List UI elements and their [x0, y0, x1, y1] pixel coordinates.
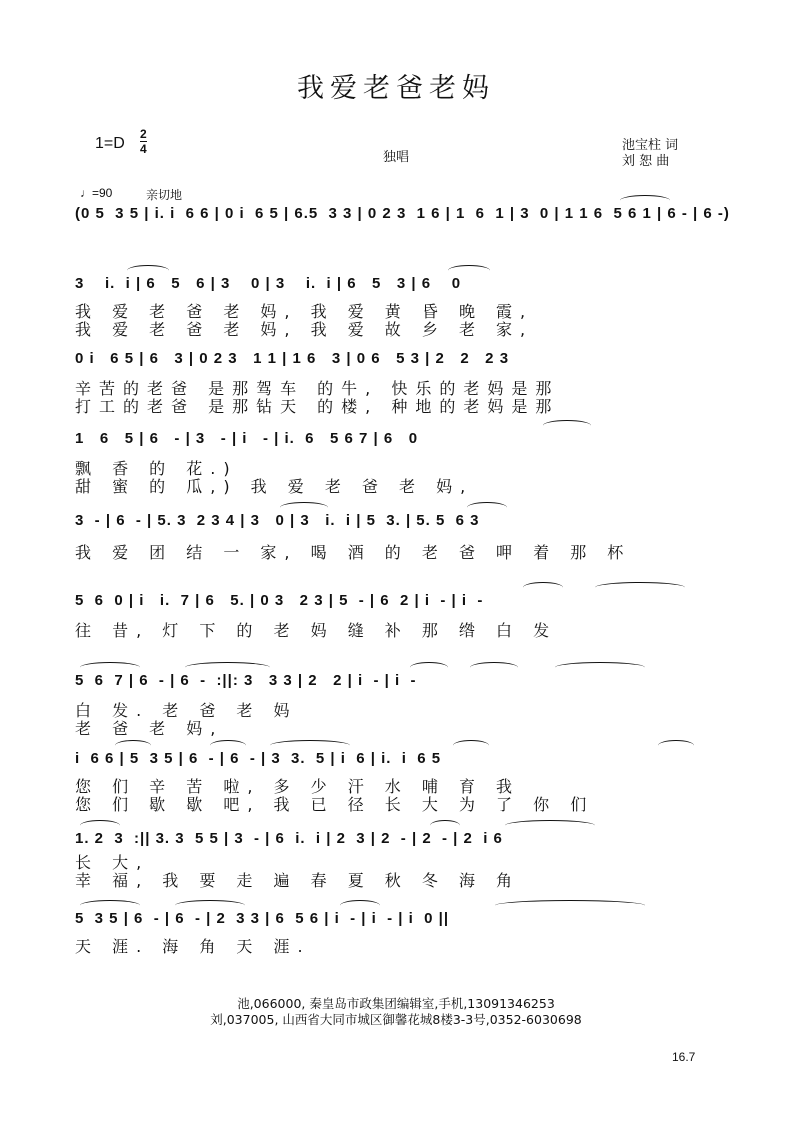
lyric-verse-2: 您 们 歇 歇 吧, 我 已 径 长 大 为 了 你 们 — [75, 795, 595, 814]
footer-line-composer: 刘,037005, 山西省大同市城区御馨花城8楼3-3号,0352-6030698 — [210, 1012, 582, 1027]
slur-mark — [448, 265, 490, 276]
slur-mark — [467, 502, 507, 513]
slur-mark — [127, 265, 169, 276]
lyric-verse-2: 老 爸 老 妈, — [75, 719, 224, 738]
time-signature-top: 2 — [140, 127, 147, 141]
lyric-verse-1: 我 爱 老 爸 老 妈, 我 爱 黄 昏 晚 霞, — [75, 302, 534, 321]
lyric-verse-1: 飘 香 的 花.) — [75, 459, 238, 478]
lyric-verse-2: 幸 福, 我 要 走 遍 春 夏 秋 冬 海 角 — [75, 871, 521, 890]
slur-mark — [555, 662, 645, 673]
lyric-verse-1: 长 大, — [75, 853, 150, 872]
lyric-verse-1: 您 们 辛 苦 啦, 多 少 汗 水 哺 育 我 — [75, 777, 521, 796]
lyric-verse-2: 打工的老爸 是那钻天 的楼, 种地的老妈是那 — [75, 397, 560, 416]
notation-line: i 6 6 | 5 3 5 | 6 - | 6 - | 3 3. 5 | i 6 | i. i 6 5 — [75, 750, 442, 767]
credits — [622, 138, 678, 170]
slur-mark — [80, 662, 140, 673]
notation-line: 5 6 0 | i i. 7 | 6 5. | 0 3 2 3 | 5 - | 6 2 | i - | i - — [75, 592, 484, 609]
notation-line: 0 i 6 5 | 6 3 | 0 2 3 1 1 | 1 6 3 | 0 6 5 3 | 2 2 2 3 — [75, 350, 510, 367]
lyric-verse-1: 辛苦的老爸 是那驾车 的牛, 快乐的老妈是那 — [75, 379, 560, 398]
notation-line: 1. 2 3 :|| 3. 3 5 5 | 3 - | 6 i. i | 2 3 | 2 - | 2 - | 2 i 6 — [75, 830, 503, 847]
time-signature-bottom: 4 — [140, 142, 147, 156]
lyric-verse-1: 往 昔, 灯 下 的 老 妈 缝 补 那 绺 白 发 — [75, 621, 558, 640]
notation-line: 3 i. i | 6 5 6 | 3 0 | 3 i. i | 6 5 3 | 6 0 — [75, 275, 462, 292]
slur-mark — [505, 820, 595, 831]
slur-mark — [620, 195, 670, 206]
notation-line: (0 5 3 5 | i. i 6 6 | 0 i 6 5 | 6.5 3 3 | 0 2 3 1 6 | 1 6 1 | 3 0 | 1 1 6 5 6 1 | 6 - | 6 -) — [75, 205, 730, 222]
lyric-verse-1: 白 发. 老 爸 老 妈 — [75, 701, 298, 720]
notation-line: 1 6 5 | 6 - | 3 - | i - | i. 6 5 6 7 | 6 0 — [75, 430, 419, 447]
slur-mark — [658, 740, 694, 751]
slur-mark — [185, 662, 270, 673]
notation-line: 5 6 7 | 6 - | 6 - :||: 3 3 3 | 2 2 | i - | i - — [75, 672, 417, 689]
key-signature: 1=D — [95, 135, 125, 152]
slur-mark — [470, 662, 518, 673]
lyric-verse-2: 我 爱 老 爸 老 妈, 我 爱 故 乡 老 家, — [75, 320, 534, 339]
slur-mark — [280, 502, 328, 513]
lyric-verse-1: 我 爱 团 结 一 家, 喝 酒 的 老 爸 呷 着 那 杯 — [75, 543, 632, 562]
slur-mark — [453, 740, 489, 751]
slur-mark — [270, 740, 350, 751]
page-number: 16.7 — [672, 1050, 696, 1064]
lyricist-credit: 池宝柱 词 — [622, 138, 679, 153]
notation-line: 3 - | 6 - | 5. 3 2 3 4 | 3 0 | 3 i. i | 5 3. | 5. 5 6 3 — [75, 512, 480, 529]
slur-mark — [410, 662, 448, 673]
slur-mark — [340, 900, 380, 911]
slur-mark — [210, 740, 246, 751]
lyric-verse-2: 甜 蜜 的 瓜,) 我 爱 老 爸 老 妈, — [75, 477, 474, 496]
notation-line: 5 3 5 | 6 - | 6 - | 2 3 3 | 6 5 6 | i - | i - | i 0 || — [75, 910, 450, 927]
footer-line-lyricist: 池,066000, 秦皇岛市政集团编辑室,手机,13091346253 — [237, 996, 555, 1011]
contact-footer — [0, 996, 792, 1028]
slur-mark — [80, 900, 140, 911]
lyric-verse-1: 天 涯. 海 角 天 涯. — [75, 937, 311, 956]
slur-mark — [115, 740, 151, 751]
performance-type: 独唱 — [383, 150, 410, 165]
time-signature — [140, 128, 147, 155]
slur-mark — [80, 820, 120, 831]
slur-mark — [543, 420, 591, 431]
slur-mark — [430, 820, 460, 831]
expression-marking: 亲切地 — [146, 188, 183, 202]
slur-mark — [523, 582, 563, 593]
slur-mark — [495, 900, 645, 911]
tempo-marking: ♩=90 — [80, 186, 113, 200]
slur-mark — [595, 582, 685, 593]
song-title: 我爱老爸老妈 — [297, 73, 495, 104]
slur-mark — [175, 900, 245, 911]
composer-credit: 刘 恕 曲 — [622, 154, 670, 169]
